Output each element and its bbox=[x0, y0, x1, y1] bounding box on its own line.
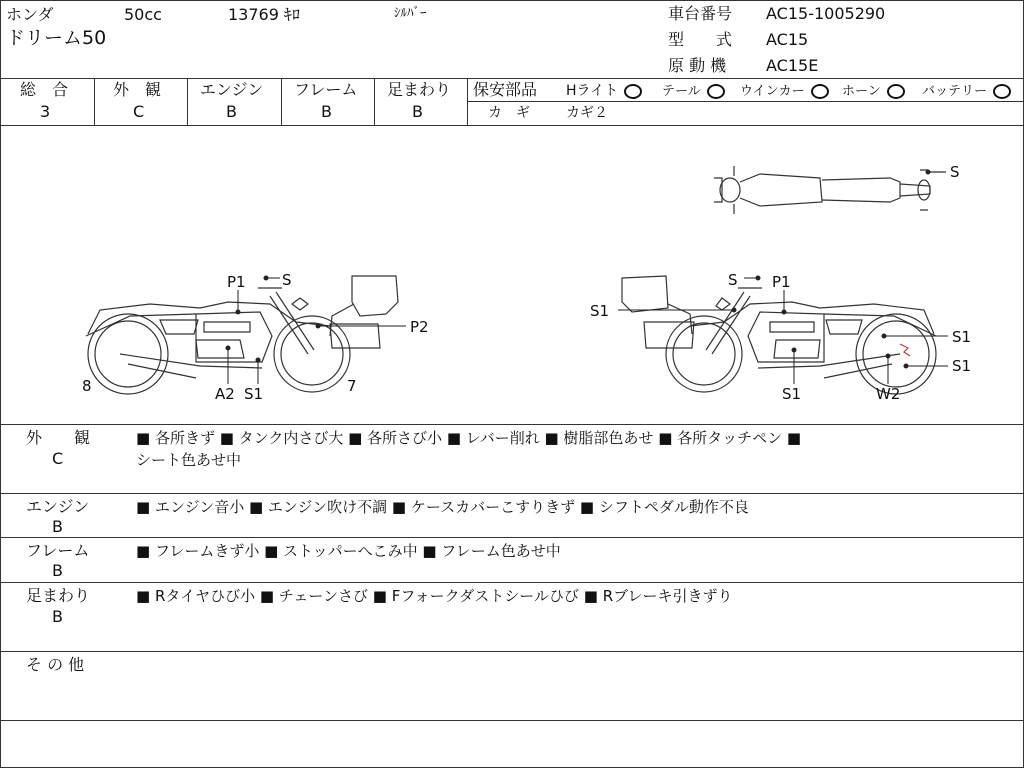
remarks-chassis-grade: B bbox=[52, 607, 63, 626]
exterior-grade-label: 外 観 bbox=[113, 80, 162, 99]
engine-grade-label: エンジン bbox=[200, 80, 264, 99]
battery-label: バッテリー bbox=[922, 84, 988, 99]
headlight-ok-mark bbox=[624, 84, 642, 99]
left-a2-label: A2 bbox=[215, 385, 235, 403]
key-value: カギ２ bbox=[566, 105, 608, 121]
right-s-label: S bbox=[728, 271, 738, 289]
color: ｼﾙﾊﾞｰ bbox=[394, 6, 427, 21]
winker-item bbox=[740, 83, 829, 101]
chassis-grade-label: 足まわり bbox=[387, 80, 452, 99]
right-side-bike-icon bbox=[622, 276, 936, 394]
tail-label: テール bbox=[662, 84, 701, 99]
left-p1-label: P1 bbox=[227, 273, 246, 291]
headlight-item bbox=[566, 82, 642, 100]
displacement: 50cc bbox=[124, 5, 162, 24]
remarks-exterior-line2: シート色あせ中 bbox=[136, 451, 242, 469]
remarks-exterior-grade: C bbox=[52, 449, 64, 468]
remarks-frame-grade: B bbox=[52, 561, 63, 580]
engine-model-label: 原 動 機 bbox=[668, 56, 727, 75]
tail-ok-mark bbox=[707, 84, 725, 99]
left-s-label: S bbox=[282, 271, 292, 289]
right-p1-label: P1 bbox=[772, 273, 791, 291]
remarks-engine-grade: B bbox=[52, 517, 63, 536]
left-7-label: 7 bbox=[347, 377, 357, 395]
engine-model-value: AC15E bbox=[766, 56, 819, 75]
horn-label: ホーン bbox=[842, 84, 881, 99]
remarks-chassis-text: ■ Rタイヤひび小 ■ チェーンさび ■ Fフォークダストシールひび ■ Rブレーキ引きずり bbox=[136, 587, 733, 605]
remarks-frame-text: ■ フレームきず小 ■ ストッパーへこみ中 ■ フレーム色あせ中 bbox=[136, 542, 561, 560]
remarks-chassis-label: 足まわり bbox=[26, 586, 91, 605]
maker: ホンダ bbox=[6, 5, 54, 24]
engine-grade: B bbox=[226, 102, 237, 121]
top-s-label: S bbox=[950, 163, 960, 181]
exterior-grade: C bbox=[133, 102, 145, 121]
key-label: カ ギ bbox=[488, 105, 530, 121]
headlight-label: Hライト bbox=[566, 83, 619, 99]
right-s1-wheel-label: S1 bbox=[952, 357, 972, 375]
tail-item bbox=[662, 83, 725, 101]
mileage: 13769 ｷﾛ bbox=[228, 5, 300, 24]
right-s1-rear-label: S1 bbox=[952, 328, 972, 346]
right-s1-bottom-label: S1 bbox=[782, 385, 802, 403]
type-label: 型 式 bbox=[668, 30, 733, 49]
winker-label: ウインカー bbox=[740, 84, 805, 99]
overall-grade: 3 bbox=[40, 102, 51, 121]
remarks-other-label: そ の 他 bbox=[26, 655, 85, 674]
right-s1-bag-label: S1 bbox=[590, 302, 610, 320]
battery-item bbox=[922, 83, 1011, 101]
remarks-exterior-line1: ■ 各所きず ■ タンク内さび大 ■ 各所さび小 ■ レバー削れ ■ 樹脂部色あせ ■ 各所タッチペン ■ bbox=[136, 429, 802, 447]
top-view-bike-icon bbox=[714, 166, 946, 214]
remarks-frame-label: フレーム bbox=[26, 541, 90, 560]
left-s1-label: S1 bbox=[244, 385, 264, 403]
remarks-exterior-label: 外 観 bbox=[26, 428, 91, 447]
left-p2-label: P2 bbox=[410, 318, 429, 336]
winker-ok-mark bbox=[811, 84, 829, 99]
frame-grade-label: フレーム bbox=[294, 80, 358, 99]
remarks-engine-text: ■ エンジン音小 ■ エンジン吹け不調 ■ ケースカバーこすりきず ■ シフトペダル動作不良 bbox=[136, 498, 749, 516]
chassis-grade: B bbox=[412, 102, 423, 121]
battery-ok-mark bbox=[993, 84, 1011, 99]
horn-item bbox=[842, 83, 905, 101]
model-name: ドリーム50 bbox=[6, 27, 107, 49]
right-w2-label: W2 bbox=[876, 385, 901, 403]
safety-label: 保安部品 bbox=[473, 80, 538, 99]
frame-no: AC15-1005290 bbox=[766, 4, 886, 23]
left-8-label: 8 bbox=[82, 377, 92, 395]
frame-no-label: 車台番号 bbox=[668, 4, 733, 23]
overall-label: 総 合 bbox=[20, 80, 69, 99]
frame-grade: B bbox=[321, 102, 332, 121]
type-value: AC15 bbox=[766, 30, 809, 49]
horn-ok-mark bbox=[887, 84, 905, 99]
remarks-engine-label: エンジン bbox=[26, 497, 90, 516]
bike-damage-diagram bbox=[0, 126, 1024, 424]
